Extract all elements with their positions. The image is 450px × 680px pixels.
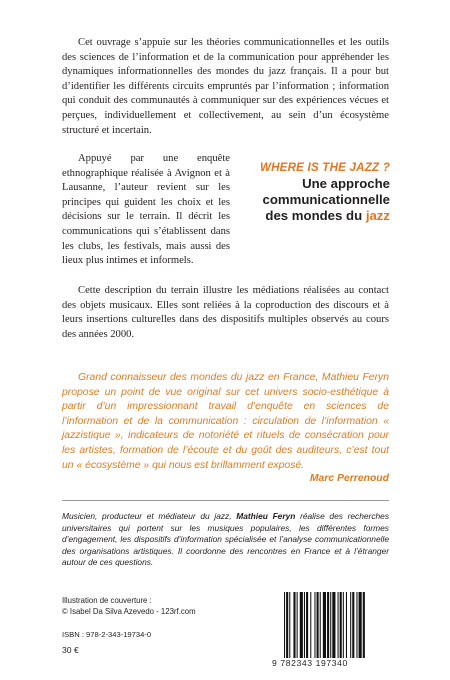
subtitle-line-1: Une approche (302, 176, 390, 191)
cover-credit (62, 596, 262, 618)
description-paragraph: Cette description du terrain illustre les médiations réalisées au contact des objets musicaux. Elles sont reliées à la coproduction des discours et à leurs insertions culturelles dans des dispositifs multiples observés au cours des années 2000. (62, 285, 389, 340)
title-main: WHERE IS THE JAZZ ? (259, 161, 390, 174)
price-label: 30 € (62, 645, 79, 655)
intro-text: Cet ouvrage s’appuie sur les théories communicationnelles et les outils des sciences de l’information et de la communication pour appréhender les dynamiques informationnelles des mondes du jazz français. Il a pour but d’identifier les différents circuits empruntés par l’information ; information qui conduit des communautés à communiquer sur des expériences vécues et perçues, individuellement et collectivement, au sein d’un écosystème structuré et incertain. (62, 37, 389, 136)
subtitle-line-3 (230, 208, 390, 224)
intro-paragraph (62, 36, 389, 138)
credit-line-2: © Isabel Da Silva Azevedo - 123rf.com (62, 606, 196, 616)
author-bio (62, 511, 389, 569)
subtitle-line-2: communicationnelle (262, 192, 390, 207)
title-subtitle (230, 176, 390, 224)
bio-prefix: Musicien, producteur et médiateur du jazz, (62, 511, 232, 521)
subtitle-line-3-prefix: des mondes du (265, 208, 363, 223)
enquete-text: Appuyé par une enquête ethnographique réalisée à Avignon et à Lausanne, l’auteur revient sur les principes qui guident les choix et les décisions sur le terrain. Il décrit les communications qui s’établissent dans les clubs, les festivals, mais aussi des lieux plus intimes et informels. (62, 153, 230, 267)
barcode-digits: 9 782343 197340 (272, 658, 348, 668)
subtitle-highlight: jazz (365, 208, 390, 223)
bio-author-name: Mathieu Feryn (236, 511, 296, 521)
review-quote: Grand connaisseur des mondes du jazz en France, Mathieu Feryn propose un point de vue original sur cet univers socio-esthétique à partir d’un impressionnant travail d’enquête en sciences de l’information et de la communication : circulation de l’information « jazzistique », indicateurs de notoriété et rituels de consécration pour les artistes, formation de l’écoute et du goût des auditeurs, c’est tout un « écosystème » qui nous est brillamment exposé. (62, 372, 389, 471)
bio-suffix: réalise des recherches universitaires qui portent sur les musiques populaires, les différentes formes d’engagement, les dispositifs d’information spécialisée et l’analyse communicationnelle des organisations artistiques. Il coordonne des rencontres en France et à l’étranger autour de ces questions. (62, 511, 390, 567)
credit-line-1: Illustration de couverture : (62, 596, 152, 605)
quote-author: Marc Perrenoud (309, 473, 389, 484)
isbn-label: ISBN : 978-2-343-19734-0 (62, 630, 152, 639)
barcode-icon (282, 592, 392, 658)
book-title (230, 160, 390, 224)
section-divider (62, 500, 389, 501)
